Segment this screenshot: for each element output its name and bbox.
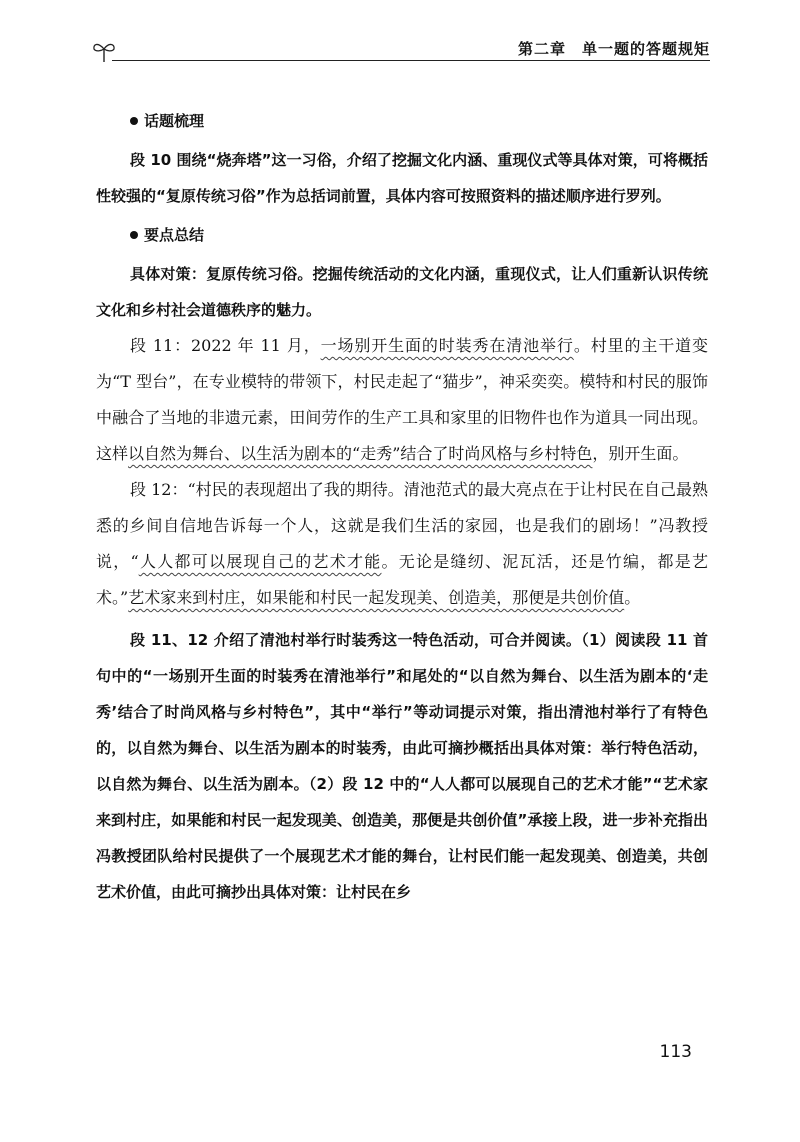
source-paragraph-12: 段 12：“村民的表现超出了我的期待。清池范式的最大亮点在于让村民在自己最熟悉的乡间自信地告诉每一个人，这就是我们生活的家园，也是我们的剧场！”冯教授说，“人人都可以展现自己的艺术才能。无论是缝纫、泥瓦活，还是竹编，都是艺术。”艺术家来到村庄，如果能和村民一起发现美、创造美，那便是共创价值。 — [96, 480, 708, 607]
source-paragraph-11: 段 11：2022 年 11 月，一场别开生面的时装秀在清池举行。村里的主干道变为“T 型台”，在专业模特的带领下，村民走起了“猫步”，神采奕奕。模特和村民的服饰中融合了当地的非遗元素，田间劳作的生产工具和家里的旧物件也作为道具一同出现。这样以自然为舞台、以生活为剧本的“走秀”结合了时尚风格与乡村特色，别开生面。 — [96, 336, 708, 463]
underlined-phrase: 人人都可以展现自己的艺术才能 — [138, 552, 382, 571]
chapter-title: 第二章 单一题的答题规矩 — [510, 38, 710, 59]
underlined-phrase: 以自然为舞台、以生活为剧本的“走秀”结合了时尚风格与乡村特色 — [128, 444, 593, 463]
summary-paragraph: 具体对策：复原传统习俗。挖掘传统活动的文化内涵，重现仪式，让人们重新认识传统文化和乡村社会道德秩序的魅力。 — [96, 265, 708, 319]
summary-heading: 要点总结 — [130, 220, 708, 250]
bullet-icon — [130, 231, 138, 239]
header-rule — [112, 60, 710, 61]
underlined-phrase: 艺术家来到村庄，如果能和村民一起发现美、创造美，那便是共创价值 — [128, 588, 625, 607]
page-body — [96, 106, 708, 910]
running-header — [90, 38, 710, 68]
page-number: 113 — [659, 1042, 692, 1062]
bullet-icon — [130, 117, 138, 125]
topic-paragraph: 段 10 围绕“烧奔塔”这一习俗，介绍了挖掘文化内涵、重现仪式等具体对策，可将概括性较强的“复原传统习俗”作为总括词前置，具体内容可按照资料的描述顺序进行罗列。 — [96, 151, 708, 205]
underlined-phrase: 一场别开生面的时装秀在清池举行 — [320, 336, 574, 355]
analysis-paragraph: 段 11、12 介绍了清池村举行时装秀这一特色活动，可合并阅读。（1）阅读段 11 首句中的“一场别开生面的时装秀在清池举行”和尾处的“以自然为舞台、以生活为剧本的‘走秀’结合了时尚风格与乡村特色”，其中“举行”等动词提示对策，指出清池村举行了有特色的，以自然为舞台、以生活为剧本的时装秀，由此可摘抄概括出具体对策：举行特色活动，以自然为舞台、以生活为剧本。（2）段 12 中的“人人都可以展现自己的艺术才能”“艺术家来到村庄，如果能和村民一起发现美、创造美，那便是共创价值”承接上段，进一步补充指出冯教授团队给村民提供了一个展现艺术才能的舞台，让村民们能一起发现美、创造美，共创艺术价值，由此可摘抄出具体对策：让村民在乡 — [96, 631, 708, 901]
topic-heading: 话题梳理 — [130, 106, 708, 136]
